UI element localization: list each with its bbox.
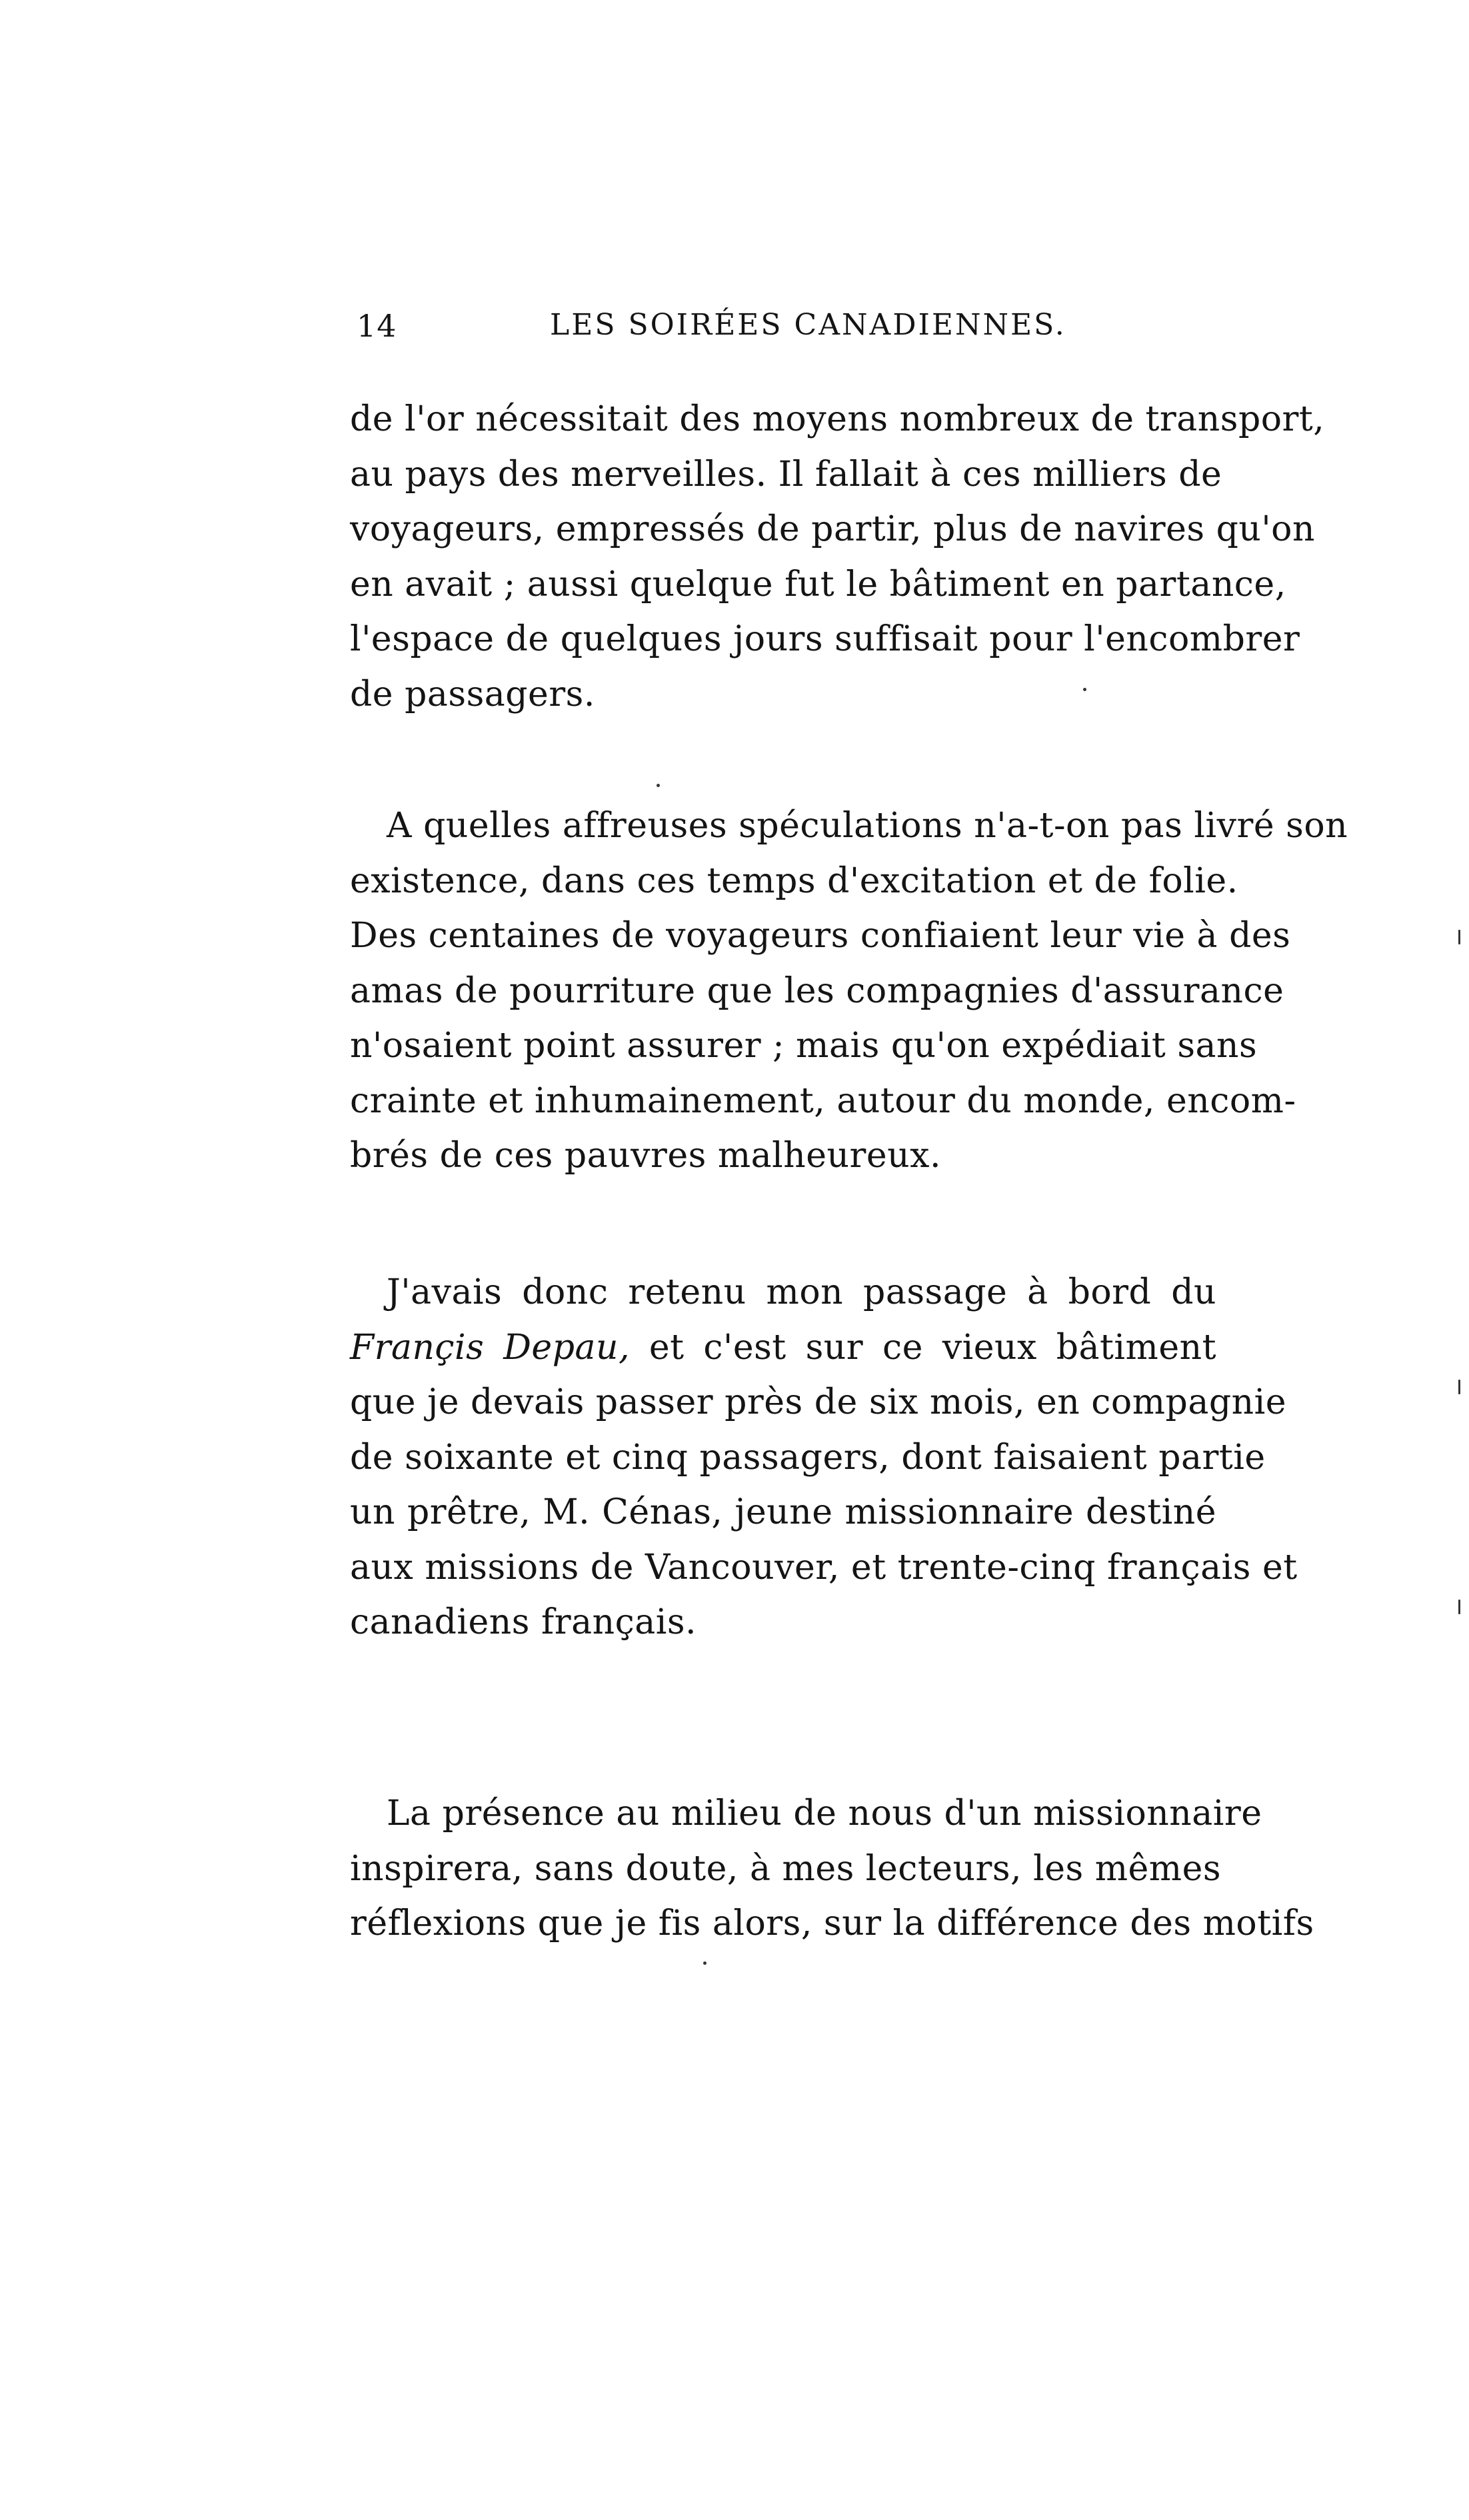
text-line: réflexions que je fis alors, sur la différence des motifs	[350, 1903, 1314, 1943]
text-line: l'espace de quelques jours suffisait pour l'encombrer	[350, 619, 1300, 659]
text-line: un prêtre, M. Cénas, jeune missionnaire destiné	[350, 1492, 1216, 1532]
text-line: brés de ces pauvres malheureux.	[350, 1136, 942, 1176]
paragraph-4	[350, 1786, 1314, 1951]
text-line: que je devais passer près de six mois, en compagnie	[350, 1382, 1286, 1422]
text-line: de soixante et cinq passagers, dont faisaient partie	[350, 1437, 1266, 1478]
print-speck	[1458, 1600, 1460, 1614]
text-line: La présence au milieu de nous d'un missionnaire	[387, 1794, 1262, 1834]
print-speck	[1458, 930, 1460, 944]
text-line: crainte et inhumainement, autour du monde, encom-	[350, 1080, 1296, 1121]
text-line: existence, dans ces temps d'excitation et de folie.	[350, 860, 1238, 901]
print-speck	[1458, 1380, 1460, 1394]
text-line: canadiens français.	[350, 1602, 697, 1642]
page-number: 14	[357, 308, 397, 344]
print-speck	[703, 1961, 707, 1965]
text-line: inspirera, sans doute, à mes lecteurs, les mêmes	[350, 1848, 1222, 1889]
text-line: J'avais donc retenu mon passage à bord du	[387, 1272, 1216, 1312]
text-line-ship	[350, 1320, 1216, 1376]
text-line: A quelles affreuses spéculations n'a-t-on pas livré son	[387, 806, 1348, 846]
text-line: de passagers.	[350, 674, 595, 714]
text-line: voyageurs, empressés de partir, plus de navires qu'on	[350, 509, 1315, 549]
text-line: aux missions de Vancouver, et trente-cinq français et	[350, 1547, 1298, 1588]
text-line: au pays des merveilles. Il fallait à ces milliers de	[350, 454, 1222, 495]
ship-name: Françis Depau,	[350, 1327, 631, 1368]
text-line: Des centaines de voyageurs confiaient leur vie à des	[350, 916, 1291, 956]
print-speck	[1083, 688, 1086, 691]
running-title: LES SOIRÉES CANADIENNES.	[550, 308, 1066, 342]
page-header	[357, 308, 1210, 355]
paragraph-3	[350, 1265, 1298, 1650]
paragraph-2	[350, 798, 1348, 1184]
text-line: amas de pourriture que les compagnies d'assurance	[350, 970, 1284, 1011]
text-line: en avait ; aussi quelque fut le bâtiment en partance,	[350, 564, 1286, 605]
paragraph-1	[350, 392, 1325, 722]
text-line: n'osaient point assurer ; mais qu'on expédiait sans	[350, 1026, 1258, 1066]
ship-line-rest: et c'est sur ce vieux bâtiment	[649, 1327, 1217, 1368]
print-speck	[657, 784, 660, 787]
text-line: de l'or nécessitait des moyens nombreux de transport,	[350, 399, 1325, 439]
